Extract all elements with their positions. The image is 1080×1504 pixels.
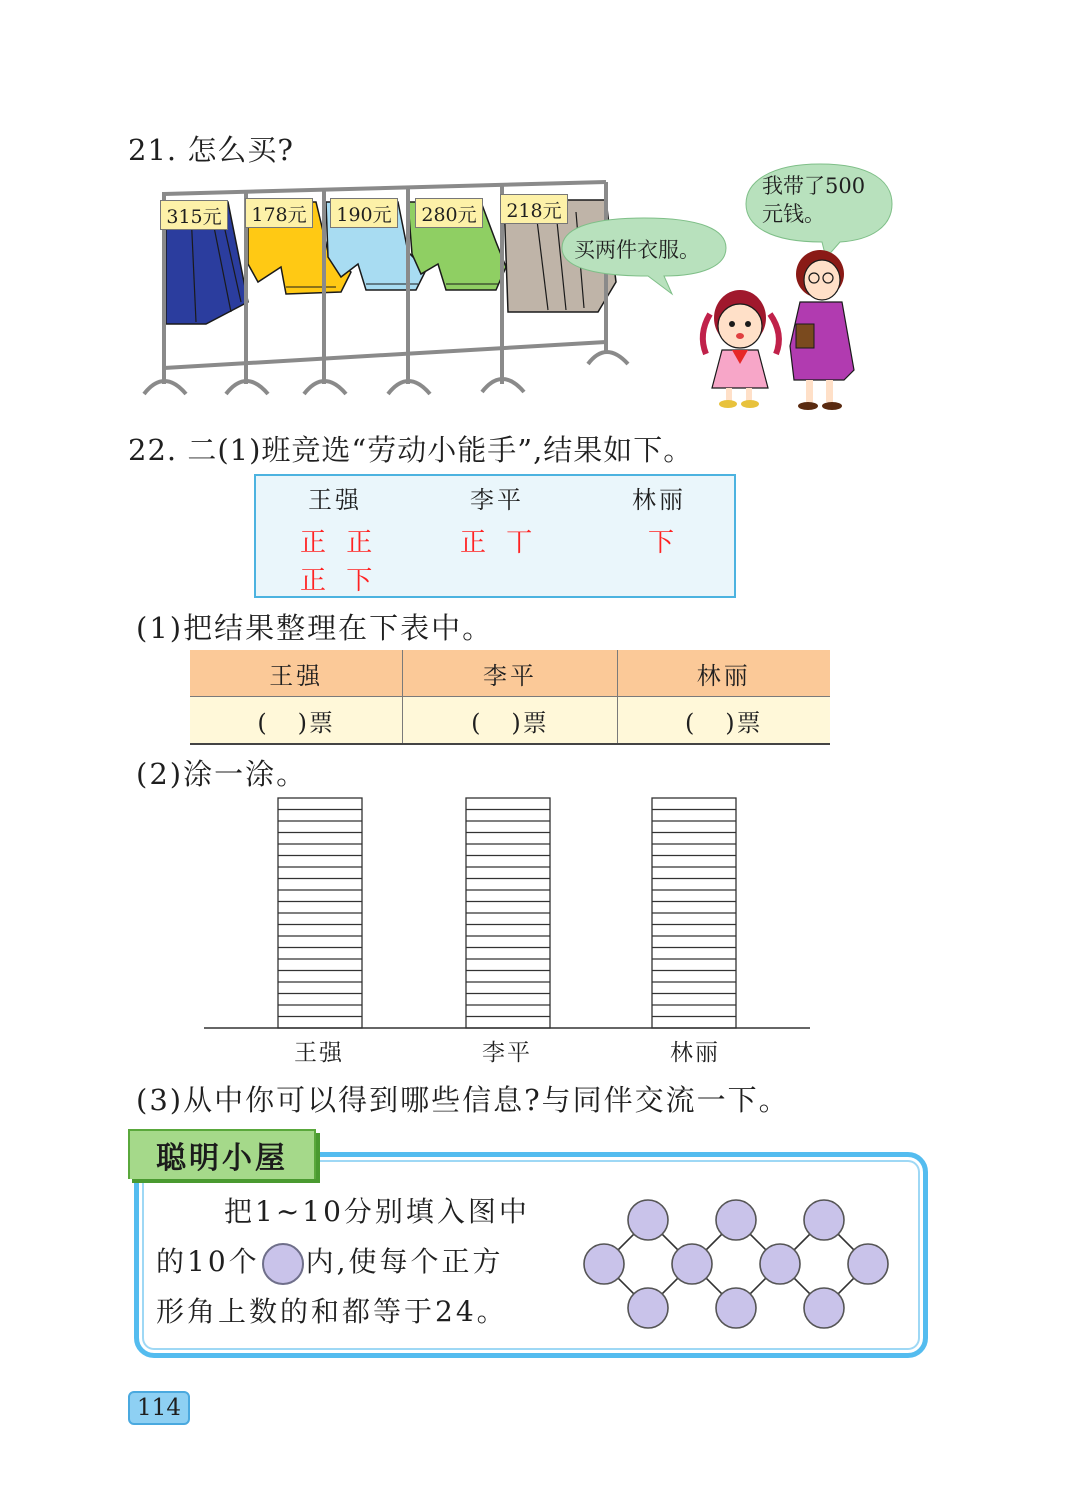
puzzle-text-line-2-pre: 的10个 xyxy=(156,1245,260,1278)
vote-cell-text: ( )票 xyxy=(471,708,549,737)
price-tag-5: 218元 xyxy=(500,194,568,224)
puzzle-circle[interactable] xyxy=(716,1200,756,1240)
tally-name-linli: 林丽 xyxy=(632,486,686,514)
teacher-speech-line-1: 我带了500 xyxy=(762,174,866,198)
girl-illustration xyxy=(692,284,792,412)
teacher-speech-line-2: 元钱。 xyxy=(762,202,825,226)
bar-label-linli: 林丽 xyxy=(670,1040,720,1066)
vote-cell-liping[interactable] xyxy=(403,697,617,745)
puzzle-circle[interactable] xyxy=(628,1200,668,1240)
vote-cell-wangqiang[interactable] xyxy=(190,697,403,745)
girl-speech-text: 买两件衣服。 xyxy=(574,238,700,262)
vote-header-liping: 李平 xyxy=(403,650,617,697)
puzzle-circle[interactable] xyxy=(804,1288,844,1328)
puzzle-circle-diagram xyxy=(578,1192,896,1336)
tally-mark-linli: 下 xyxy=(648,528,681,558)
puzzle-text-line-1: 把1~10分别填入图中 xyxy=(224,1195,530,1228)
part-1-title: (1)把结果整理在下表中。 xyxy=(136,611,494,645)
puzzle-text-line-2-post: 内,使每个正方 xyxy=(305,1245,504,1278)
tally-mark-wangqiang-row1: 正 正 xyxy=(300,528,379,558)
bar-label-liping: 李平 xyxy=(482,1040,532,1066)
part-3-title: (3)从中你可以得到哪些信息?与同伴交流一下。 xyxy=(136,1083,790,1117)
page-number: 114 xyxy=(128,1391,190,1425)
puzzle-circle[interactable] xyxy=(584,1244,624,1284)
puzzle-circle[interactable] xyxy=(804,1200,844,1240)
vote-cell-text: ( )票 xyxy=(257,708,335,737)
price-tag-2: 178元 xyxy=(245,198,313,228)
puzzle-text-line-2 xyxy=(156,1240,504,1285)
puzzle-circle[interactable] xyxy=(848,1244,888,1284)
puzzle-circle[interactable] xyxy=(760,1244,800,1284)
tally-mark-liping: 正 丅 xyxy=(460,528,539,558)
tally-name-liping: 李平 xyxy=(470,486,524,514)
bar-label-wangqiang: 王强 xyxy=(294,1040,344,1066)
teacher-illustration xyxy=(778,246,868,414)
question-21-title: 21. 怎么买? xyxy=(128,133,294,167)
vote-cell-linli[interactable] xyxy=(617,697,830,745)
price-tag-4: 280元 xyxy=(415,198,483,228)
tally-mark-wangqiang-row2: 正 下 xyxy=(300,566,379,596)
question-22-title: 22. 二(1)班竞选“劳动小能手”,结果如下。 xyxy=(128,433,694,467)
vote-cell-text: ( )票 xyxy=(684,708,763,737)
smart-house-tab: 聪明小屋 xyxy=(128,1129,316,1179)
part-2-title: (2)涂一涂。 xyxy=(136,757,308,791)
vote-table xyxy=(190,650,830,745)
puzzle-text-line-3: 形角上数的和都等于24。 xyxy=(156,1295,508,1328)
vote-header-wangqiang: 王强 xyxy=(190,650,403,697)
tally-name-wangqiang: 王强 xyxy=(308,486,362,514)
vote-table-row xyxy=(190,697,830,745)
price-tag-1: 315元 xyxy=(160,200,228,230)
circle-icon xyxy=(262,1243,304,1285)
puzzle-circle[interactable] xyxy=(716,1288,756,1328)
vote-table-header-row xyxy=(190,650,830,697)
price-tag-3: 190元 xyxy=(330,198,398,228)
coloring-bar-grid xyxy=(200,794,816,1034)
vote-header-linli: 林丽 xyxy=(617,650,830,697)
puzzle-circle[interactable] xyxy=(628,1288,668,1328)
puzzle-circle[interactable] xyxy=(672,1244,712,1284)
